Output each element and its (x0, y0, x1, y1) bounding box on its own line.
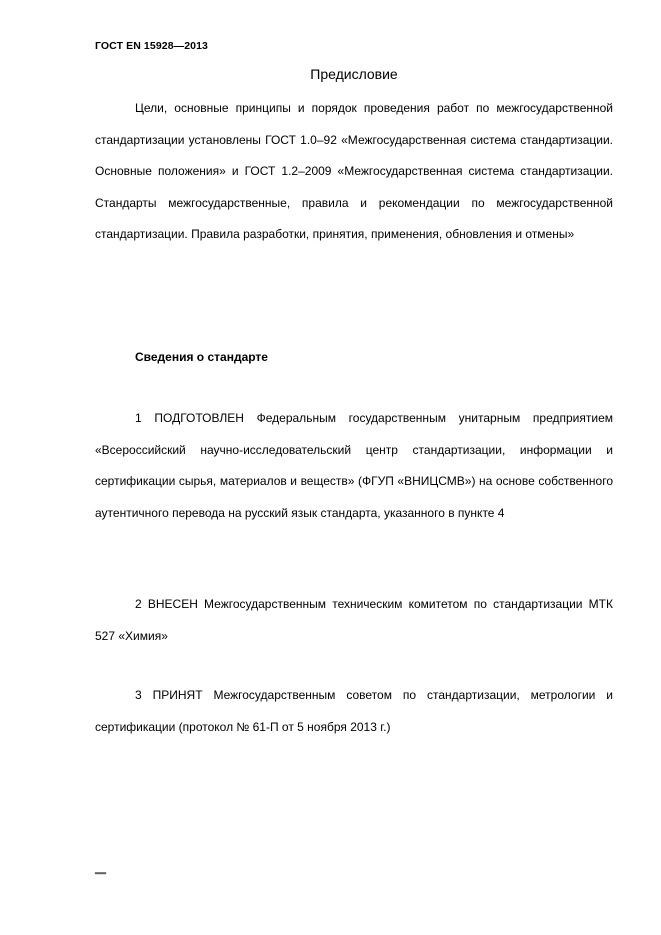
page-header: ГОСТ EN 15928—2013 (95, 40, 208, 52)
item-1-paragraph: 1 ПОДГОТОВЛЕН Федеральным государственным унитарным предприятием «Всероссийский научно-исследовательский центр стандартизации, информации и сертификации сырья, материалов и веществ» (ФГУП «ВНИЦСМВ») на основе собственного аутентичного перевода на русский язык стандарта, указанного в пункте 4 (95, 411, 613, 520)
intro-paragraph: Цели, основные принципы и порядок проведения работ по межгосударственной стандартизации установлены ГОСТ 1.0–92 «Межгосударственная система стандартизации. Основные положения» и ГОСТ 1.2–2009 «Межгосударственная система стандартизации. Стандарты межгосударственные, правила и рекомендации по межгосударственной стандартизации. Правила разработки, принятия, применения, обновления и отмены» (95, 101, 613, 241)
page-number-mark: ‗‗ (95, 864, 107, 875)
item-3-paragraph: 3 ПРИНЯТ Межгосударственным советом по стандартизации, метрологии и сертификации (протокол № 61-П от 5 ноября 2013 г.) (95, 688, 613, 734)
item-2-paragraph: 2 ВНЕСЕН Межгосударственным техническим комитетом по стандартизации МТК 527 «Химия» (95, 597, 613, 643)
section-heading: Сведения о стандарте (135, 350, 268, 364)
page-title: Предисловие (310, 66, 398, 82)
